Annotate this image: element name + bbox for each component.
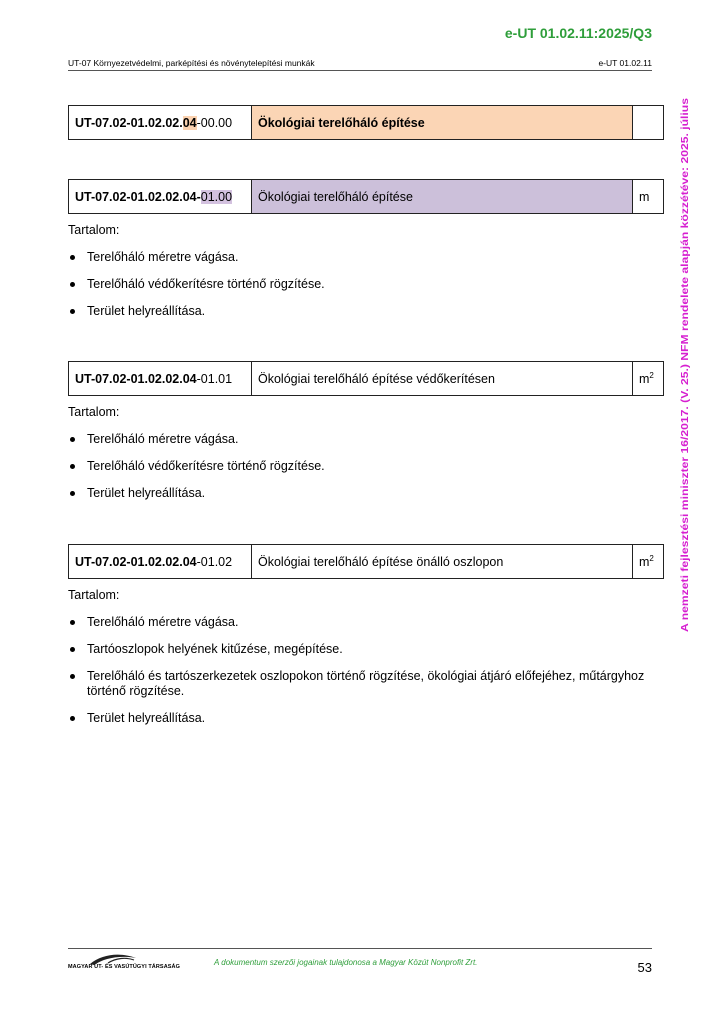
bullet-icon <box>70 491 75 496</box>
list-item-text: Terelőháló méretre vágása. <box>87 250 239 264</box>
code-highlight: 04 <box>182 115 197 130</box>
bullet-list <box>68 615 648 726</box>
unit-text: m <box>639 372 650 387</box>
list-item <box>68 459 648 474</box>
item-content <box>68 405 648 513</box>
item-table <box>68 179 664 214</box>
code-highlight: 01.00 <box>200 189 233 204</box>
code-part: UT-07.02-01.02.02.04- <box>75 189 201 204</box>
list-item <box>68 304 648 319</box>
item-table-main <box>68 105 664 140</box>
copyright-notice: A dokumentum szerzői jogainak tulajdonosa a Magyar Közút Nonprofit Zrt. <box>214 958 478 967</box>
bullet-icon <box>70 647 75 652</box>
footer-divider <box>68 948 652 949</box>
list-item <box>68 277 648 292</box>
list-item <box>68 669 648 699</box>
bullet-icon <box>70 255 75 260</box>
item-content <box>68 223 648 331</box>
bullet-icon <box>70 620 75 625</box>
document-code: e-UT 01.02.11:2025/Q3 <box>504 25 652 41</box>
list-item <box>68 642 648 657</box>
unit-text: m <box>639 555 650 570</box>
bullet-icon <box>70 716 75 721</box>
bullet-list <box>68 432 648 501</box>
bullet-icon <box>70 464 75 469</box>
bullet-icon <box>70 282 75 287</box>
list-item <box>68 432 648 447</box>
item-table <box>68 361 664 396</box>
list-item <box>68 711 648 726</box>
list-item-text: Terelőháló védőkerítésre történő rögzítése. <box>87 277 325 291</box>
running-header-title: UT-07 Környezetvédelmi, parképítési és növénytelepítési munkák <box>68 58 315 68</box>
bullet-icon <box>70 674 75 679</box>
item-code <box>69 180 252 214</box>
list-item-text: Terelőháló méretre vágása. <box>87 432 239 446</box>
item-title: Ökológiai terelőháló építése önálló oszlopon <box>252 545 633 579</box>
bullet-icon <box>70 309 75 314</box>
item-code <box>69 545 252 579</box>
running-header <box>68 58 652 71</box>
list-item <box>68 250 648 265</box>
code-part: -01.01 <box>196 371 233 386</box>
item-unit <box>633 545 664 579</box>
item-code <box>69 362 252 396</box>
unit-superscript: 2 <box>649 370 654 380</box>
code-part: UT-07.02-01.02.02. <box>75 115 183 130</box>
sidebar-note-text: A nemzeti fejlesztési miniszter 16/2017. (V. 25.) NFM rendelete alapján közzétéve: 2025. július <box>679 170 691 632</box>
bullet-icon <box>70 437 75 442</box>
unit-superscript: 2 <box>649 553 654 563</box>
bullet-list <box>68 250 648 319</box>
sidebar-publication-note <box>676 96 692 632</box>
item-table <box>68 544 664 579</box>
item-unit <box>633 362 664 396</box>
page-number: 53 <box>637 960 652 975</box>
content-heading: Tartalom: <box>68 223 120 237</box>
list-item-text: Tartóoszlopok helyének kitűzése, megépítése. <box>87 642 343 656</box>
list-item <box>68 486 648 501</box>
list-item-text: Terület helyreállítása. <box>87 304 206 318</box>
item-title: Ökológiai terelőháló építése <box>252 180 633 214</box>
item-content <box>68 588 648 738</box>
logo-text: MAGYAR ÚT- ÉS VASÚTÜGYI TÁRSASÁG <box>68 964 180 970</box>
running-header-code: e-UT 01.02.11 <box>598 58 652 68</box>
list-item <box>68 615 648 630</box>
code-part: -01.02 <box>196 554 233 569</box>
list-item-text: Terelőháló és tartószerkezetek oszlopokon történő rögzítése, ökológiai átjáró előfejéhez, műtárgyhoz történő rögzítése. <box>87 669 645 698</box>
item-title: Ökológiai terelőháló építése védőkerítésen <box>252 362 633 396</box>
code-part: UT-07.02-01.02.02.04 <box>75 554 197 569</box>
list-item-text: Terület helyreállítása. <box>87 711 206 725</box>
list-item-text: Terelőháló méretre vágása. <box>87 615 239 629</box>
code-part: UT-07.02-01.02.02.04 <box>75 371 197 386</box>
item-code <box>69 106 252 140</box>
list-item-text: Terület helyreállítása. <box>87 486 206 500</box>
content-heading: Tartalom: <box>68 405 120 419</box>
code-part: -00.00 <box>196 115 233 130</box>
list-item-text: Terelőháló védőkerítésre történő rögzítése. <box>87 459 325 473</box>
item-unit <box>633 106 664 140</box>
item-unit: m <box>633 180 664 214</box>
content-heading: Tartalom: <box>68 588 120 602</box>
item-title: Ökológiai terelőháló építése <box>252 106 633 140</box>
